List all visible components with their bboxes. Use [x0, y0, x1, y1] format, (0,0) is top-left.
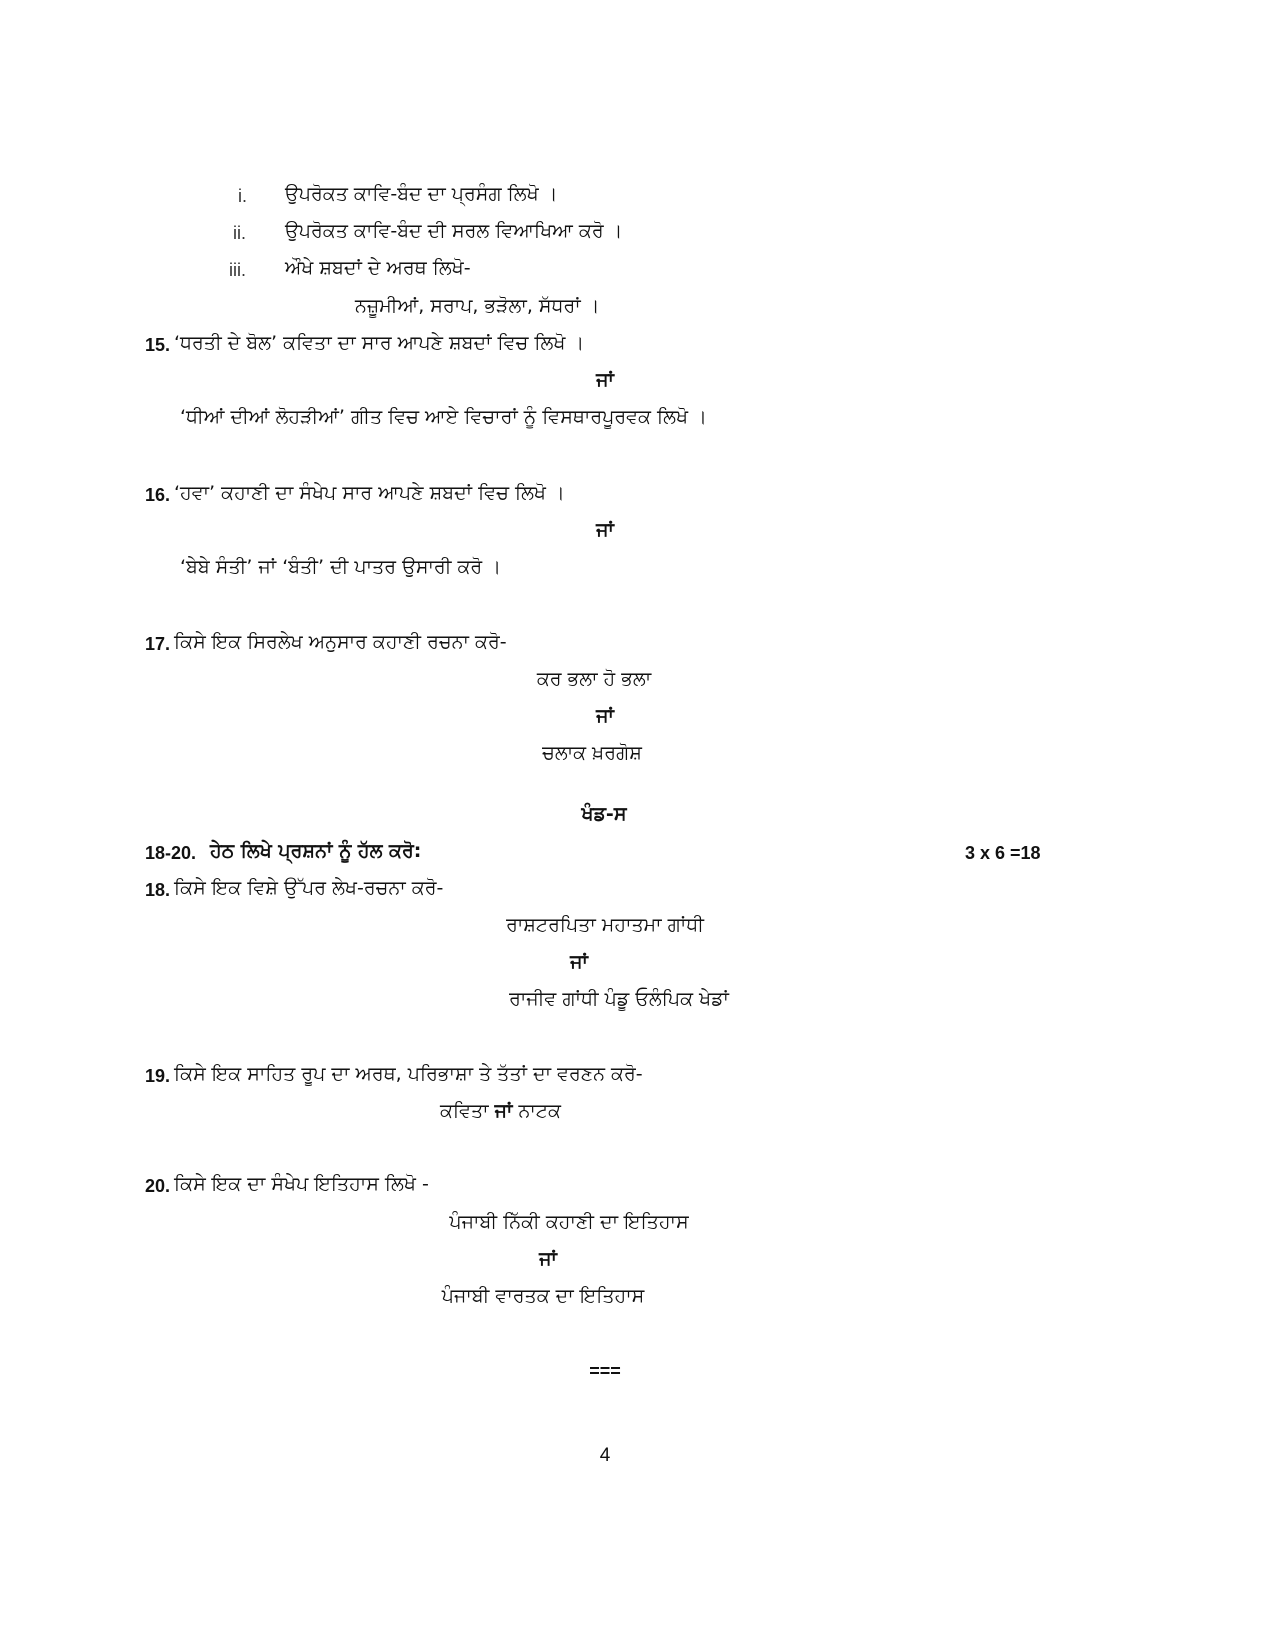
q19-option-1: ਕਵਿਤਾ [440, 1100, 489, 1122]
q18-option-1: ਰਾਸ਼ਟਰਪਿਤਾ ਮਹਾਤਮਾ ਗਾਂਧੀ [506, 914, 704, 936]
q14-i-text: ਉਪਰੋਕਤ ਕਾਵਿ-ਬੰਦ ਦਾ ਪ੍ਰਸੰਗ ਲਿਖੋ । [285, 183, 558, 205]
q19-text: ਕਿਸੇ ਇਕ ਸਾਹਿਤ ਰੂਪ ਦਾ ਅਰਥ, ਪਰਿਭਾਸ਼ਾ ਤੇ ਤੱਤਾਂ ਦਾ ਵਰਣਨ ਕਰੋ- [174, 1063, 643, 1085]
q16-number: 16. [145, 485, 171, 505]
q18-text: ਕਿਸੇ ਇਕ ਵਿਸ਼ੇ ਉੱਪਰ ਲੇਖ-ਰਚਨਾ ਕਰੋ- [174, 877, 444, 899]
q14-iii-text: ਔਖੇ ਸ਼ਬਦਾਂ ਦੇ ਅਰਥ ਲਿਖੋ- [285, 257, 471, 279]
section-marks: 3 x 6 =18 [965, 843, 1041, 863]
q15-text: ‘ਧਰਤੀ ਦੇ ਬੋਲ’ ਕਵਿਤਾ ਦਾ ਸਾਰ ਆਪਣੇ ਸ਼ਬਦਾਂ ਵਿਚ ਲਿਖੋ । [174, 332, 585, 354]
q17-option-1: ਕਰ ਭਲਾ ਹੋ ਭਲਾ [536, 668, 652, 690]
q17-text: ਕਿਸੇ ਇਕ ਸਿਰਲੇਖ ਅਨੁਸਾਰ ਕਹਾਣੀ ਰਚਨਾ ਕਰੋ- [174, 631, 507, 653]
q16-alternative: ‘ਬੇਬੇ ਸੰਤੀ’ ਜਾਂ ‘ਬੰਤੀ’ ਦੀ ਪਾਤਰ ਉਸਾਰੀ ਕਰੋ । [180, 556, 502, 578]
page-number: 4 [599, 1445, 611, 1466]
q16-text: ‘ਹਵਾ’ ਕਹਾਣੀ ਦਾ ਸੰਖੇਪ ਸਾਰ ਆਪਣੇ ਸ਼ਬਦਾਂ ਵਿਚ ਲਿਖੋ । [174, 482, 565, 504]
q19-options [440, 1098, 561, 1124]
q14-i-number: i. [238, 186, 247, 206]
q18-option-2: ਰਾਜੀਵ ਗਾਂਧੀ ਪੰਡੂ ਓਲੰਪਿਕ ਖੇਡਾਂ [509, 988, 729, 1010]
q14-ii-text: ਉਪਰੋਕਤ ਕਾਵਿ-ਬੰਦ ਦੀ ਸਰਲ ਵਿਆਖਿਆ ਕਰੋ । [285, 220, 623, 242]
section-instruction: ਹੇਠ ਲਿਖੇ ਪ੍ਰਸ਼ਨਾਂ ਨੂੰ ਹੱਲ ਕਰੋ: [210, 840, 422, 862]
q17-number: 17. [145, 634, 171, 654]
q19-or: ਜਾਂ [494, 1100, 513, 1122]
q19-number: 19. [145, 1066, 171, 1086]
end-mark: === [589, 1361, 621, 1381]
q18-or: ਜਾਂ [570, 951, 588, 973]
q17-option-2: ਚਲਾਕ ਖ਼ਰਗੋਸ਼ [542, 742, 642, 764]
q14-words: ਨਜ਼ੂਮੀਆਂ, ਸਰਾਪ, ਭੜੋਲਾ, ਸੱਧਰਾਂ । [355, 295, 600, 317]
section-title: ਖੰਡ-ਸ [581, 803, 627, 825]
q18-number: 18. [145, 880, 171, 900]
q19-option-2: ਨਾਟਕ [518, 1100, 561, 1122]
q20-or: ਜਾਂ [539, 1248, 557, 1270]
q14-iii-number: iii. [229, 260, 246, 280]
q14-ii-number: ii. [233, 223, 246, 243]
q15-alternative: ‘ਧੀਆਂ ਦੀਆਂ ਲੋਹੜੀਆਂ’ ਗੀਤ ਵਿਚ ਆਏ ਵਿਚਾਰਾਂ ਨੂੰ ਵਿਸਥਾਰਪੂਰਵਕ ਲਿਖੋ । [180, 406, 707, 428]
q20-option-1: ਪੰਜਾਬੀ ਨਿੱਕੀ ਕਹਾਣੀ ਦਾ ਇਤਿਹਾਸ [449, 1211, 689, 1233]
q15-number: 15. [145, 335, 171, 355]
q20-option-2: ਪੰਜਾਬੀ ਵਾਰਤਕ ਦਾ ਇਤਿਹਾਸ [441, 1285, 645, 1307]
section-range: 18-20. [145, 843, 197, 863]
q16-or: ਜਾਂ [596, 519, 614, 541]
q17-or: ਜਾਂ [596, 705, 614, 727]
q20-text: ਕਿਸੇ ਇਕ ਦਾ ਸੰਖੇਪ ਇਤਿਹਾਸ ਲਿਖੋ - [174, 1173, 429, 1195]
q15-or: ਜਾਂ [596, 369, 614, 391]
q20-number: 20. [145, 1176, 171, 1196]
